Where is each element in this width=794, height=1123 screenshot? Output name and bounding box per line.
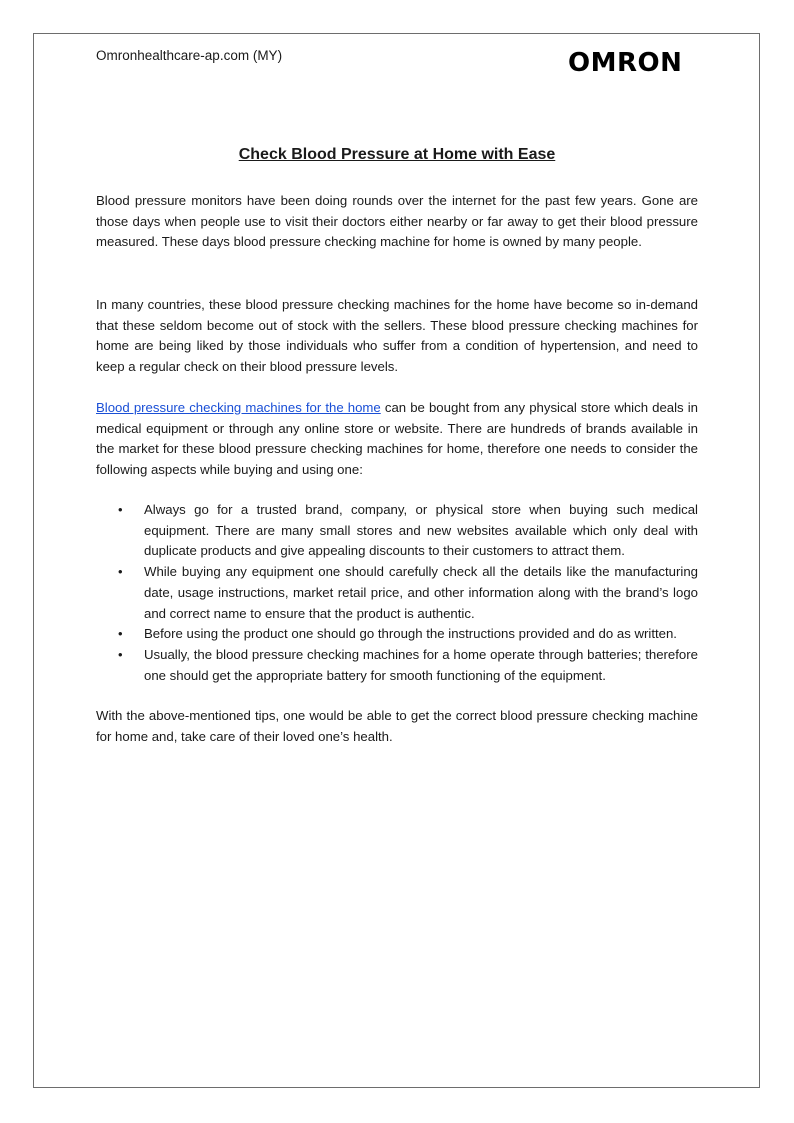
list-item-text: Before using the product one should go through the instructions provided and do as written. [144,626,677,642]
paragraph-buying [96,398,698,481]
paragraph-conclusion: With the above-mentioned tips, one would be able to get the correct blood pressure checking machine for home and, take care of their loved one’s health. [96,708,698,744]
paragraph-intro: Blood pressure monitors have been doing rounds over the internet for the past few years. Gone are those days when people use to visit their doctors either nearby or far away to get their blood pressure measured. These days blood pressure checking machine for home is owned by many people. [96,193,698,250]
bullet-icon: • [118,564,123,580]
list-item-text: Always go for a trusted brand, company, or physical store when buying such medical equipment. There are many small stores and new websites available which only deal with duplicate products and give appealing discounts to their customers to attract them. [144,502,698,559]
list-item [96,562,698,624]
list-item [96,500,698,562]
list-item-text: While buying any equipment one should carefully check all the details like the manufacturing date, usage instructions, market retail price, and other information along with the brand’s logo and correct name to ensure that the product is authentic. [144,564,698,621]
list-item-text: Usually, the blood pressure checking machines for a home operate through batteries; therefore one should get the appropriate battery for smooth functioning of the equipment. [144,646,698,683]
paragraph-demand: In many countries, these blood pressure checking machines for the home have become so in-demand that these seldom become out of stock with the sellers. These blood pressure checking machines for home are being liked by those individuals who suffer from a condition of hypertension, and need to keep a regular check on their blood pressure levels. [96,297,698,375]
blood-pressure-machines-link[interactable]: Blood pressure checking machines for the home [96,400,381,415]
omron-logo-text: OMRON [568,48,683,78]
bullet-icon: • [118,646,123,662]
list-item [96,645,698,686]
header-source-text: Omronhealthcare-ap.com (MY) [96,48,283,63]
bullet-icon: • [118,502,123,517]
list-item [96,624,698,645]
omron-logo [566,44,688,84]
bullet-icon: • [118,626,123,642]
tips-list [96,500,698,686]
paragraph-buying-text: can be bought from any physical store which deals in medical equipment or through any online store or website. There are hundreds of brands available in the market for these blood pressure checking machines for home, therefore one needs to consider the following aspects while buying and using one: [96,400,699,478]
document-title: Check Blood Pressure at Home with Ease [238,146,556,163]
